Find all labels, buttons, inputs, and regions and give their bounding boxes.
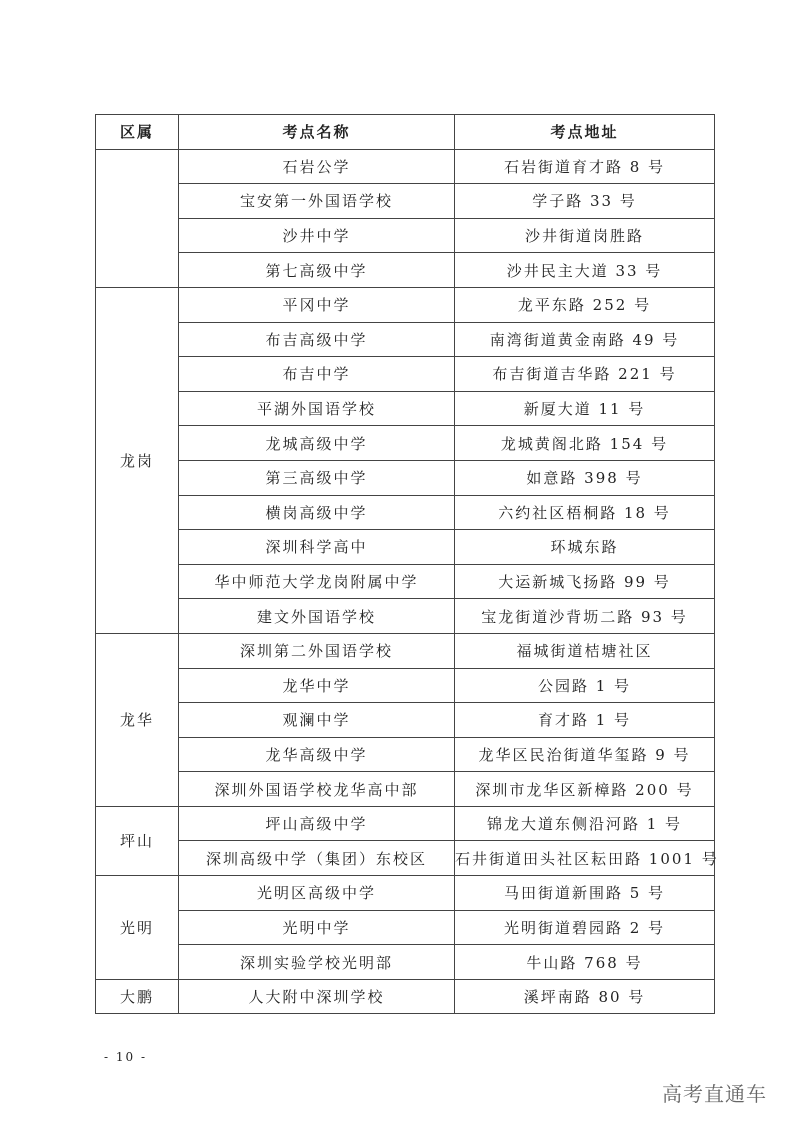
site-address-cell: 南湾街道黄金南路 49 号 (455, 322, 715, 357)
table-row (96, 737, 715, 772)
site-address-cell: 六约社区梧桐路 18 号 (455, 495, 715, 530)
site-name-cell: 布吉高级中学 (179, 322, 455, 357)
site-address-cell: 新厦大道 11 号 (455, 391, 715, 426)
site-name-cell: 龙华中学 (179, 668, 455, 703)
site-address-cell: 宝龙街道沙背坜二路 93 号 (455, 599, 715, 634)
district-cell: 坪山 (96, 806, 179, 875)
table-row (96, 530, 715, 565)
site-address-cell: 石岩街道育才路 8 号 (455, 149, 715, 184)
site-name-cell: 华中师范大学龙岗附属中学 (179, 564, 455, 599)
site-address-cell: 如意路 398 号 (455, 460, 715, 495)
site-name-cell: 建文外国语学校 (179, 599, 455, 634)
site-address-cell: 福城街道桔塘社区 (455, 633, 715, 668)
site-name-cell: 光明区高级中学 (179, 876, 455, 911)
site-name-cell: 龙城高级中学 (179, 426, 455, 461)
site-name-cell: 深圳第二外国语学校 (179, 633, 455, 668)
site-name-cell: 坪山高级中学 (179, 806, 455, 841)
table-row (96, 806, 715, 841)
site-name-cell: 深圳外国语学校龙华高中部 (179, 772, 455, 807)
table-row (96, 495, 715, 530)
table-row (96, 357, 715, 392)
site-address-cell: 溪坪南路 80 号 (455, 979, 715, 1014)
table-row (96, 391, 715, 426)
table-row (96, 633, 715, 668)
district-cell (96, 149, 179, 287)
site-address-cell: 马田街道新围路 5 号 (455, 876, 715, 911)
site-address-cell: 石井街道田头社区耘田路 1001 号 (455, 841, 715, 876)
site-name-cell: 平湖外国语学校 (179, 391, 455, 426)
site-name-cell: 龙华高级中学 (179, 737, 455, 772)
site-name-cell: 深圳科学高中 (179, 530, 455, 565)
district-cell: 龙岗 (96, 287, 179, 633)
site-name-cell: 平冈中学 (179, 287, 455, 322)
site-address-cell: 龙城黄阁北路 154 号 (455, 426, 715, 461)
district-cell: 大鹏 (96, 979, 179, 1014)
watermark: 高考直通车 (662, 1082, 767, 1106)
table-row (96, 426, 715, 461)
site-address-cell: 牛山路 768 号 (455, 945, 715, 980)
exam-site-table (95, 114, 719, 1014)
site-name-cell: 深圳实验学校光明部 (179, 945, 455, 980)
site-address-cell: 公园路 1 号 (455, 668, 715, 703)
table-body (96, 149, 719, 1014)
header-site-address: 考点地址 (455, 115, 715, 150)
table-row (96, 564, 715, 599)
site-name-cell: 观澜中学 (179, 703, 455, 738)
site-address-cell: 育才路 1 号 (455, 703, 715, 738)
table-row (96, 460, 715, 495)
header-row (96, 115, 715, 150)
site-name-cell: 沙井中学 (179, 218, 455, 253)
page-number: - 10 - (104, 1050, 148, 1064)
table-row (96, 910, 715, 945)
site-address-cell: 沙井街道岗胜路 (455, 218, 715, 253)
table-row (96, 149, 715, 184)
table-row (96, 599, 715, 634)
site-address-cell: 龙华区民治街道华玺路 9 号 (455, 737, 715, 772)
site-name-cell: 石岩公学 (179, 149, 455, 184)
site-address-cell: 龙平东路 252 号 (455, 287, 715, 322)
header-district: 区属 (96, 115, 179, 150)
table-row (96, 253, 715, 288)
table-row (96, 772, 715, 807)
site-address-cell: 深圳市龙华区新樟路 200 号 (455, 772, 715, 807)
site-name-cell: 深圳高级中学（集团）东校区 (179, 841, 455, 876)
table-row (96, 184, 715, 219)
header-site-name: 考点名称 (179, 115, 455, 150)
site-name-cell: 布吉中学 (179, 357, 455, 392)
site-address-cell: 环城东路 (455, 530, 715, 565)
site-name-cell: 人大附中深圳学校 (179, 979, 455, 1014)
site-address-cell: 大运新城飞扬路 99 号 (455, 564, 715, 599)
district-cell: 光明 (96, 876, 179, 980)
site-name-cell: 第三高级中学 (179, 460, 455, 495)
site-address-cell: 学子路 33 号 (455, 184, 715, 219)
table-row (96, 945, 715, 980)
table-row (96, 876, 715, 911)
table-row (96, 322, 715, 357)
site-name-cell: 宝安第一外国语学校 (179, 184, 455, 219)
table-row (96, 287, 715, 322)
site-name-cell: 横岗高级中学 (179, 495, 455, 530)
site-name-cell: 第七高级中学 (179, 253, 455, 288)
site-address-cell: 光明街道碧园路 2 号 (455, 910, 715, 945)
table-row (96, 979, 715, 1014)
table-row (96, 841, 715, 876)
site-address-cell: 布吉街道吉华路 221 号 (455, 357, 715, 392)
district-cell: 龙华 (96, 633, 179, 806)
table-row (96, 218, 715, 253)
site-address-cell: 锦龙大道东侧沿河路 1 号 (455, 806, 715, 841)
table-row (96, 703, 715, 738)
site-address-cell: 沙井民主大道 33 号 (455, 253, 715, 288)
table-row (96, 668, 715, 703)
site-name-cell: 光明中学 (179, 910, 455, 945)
